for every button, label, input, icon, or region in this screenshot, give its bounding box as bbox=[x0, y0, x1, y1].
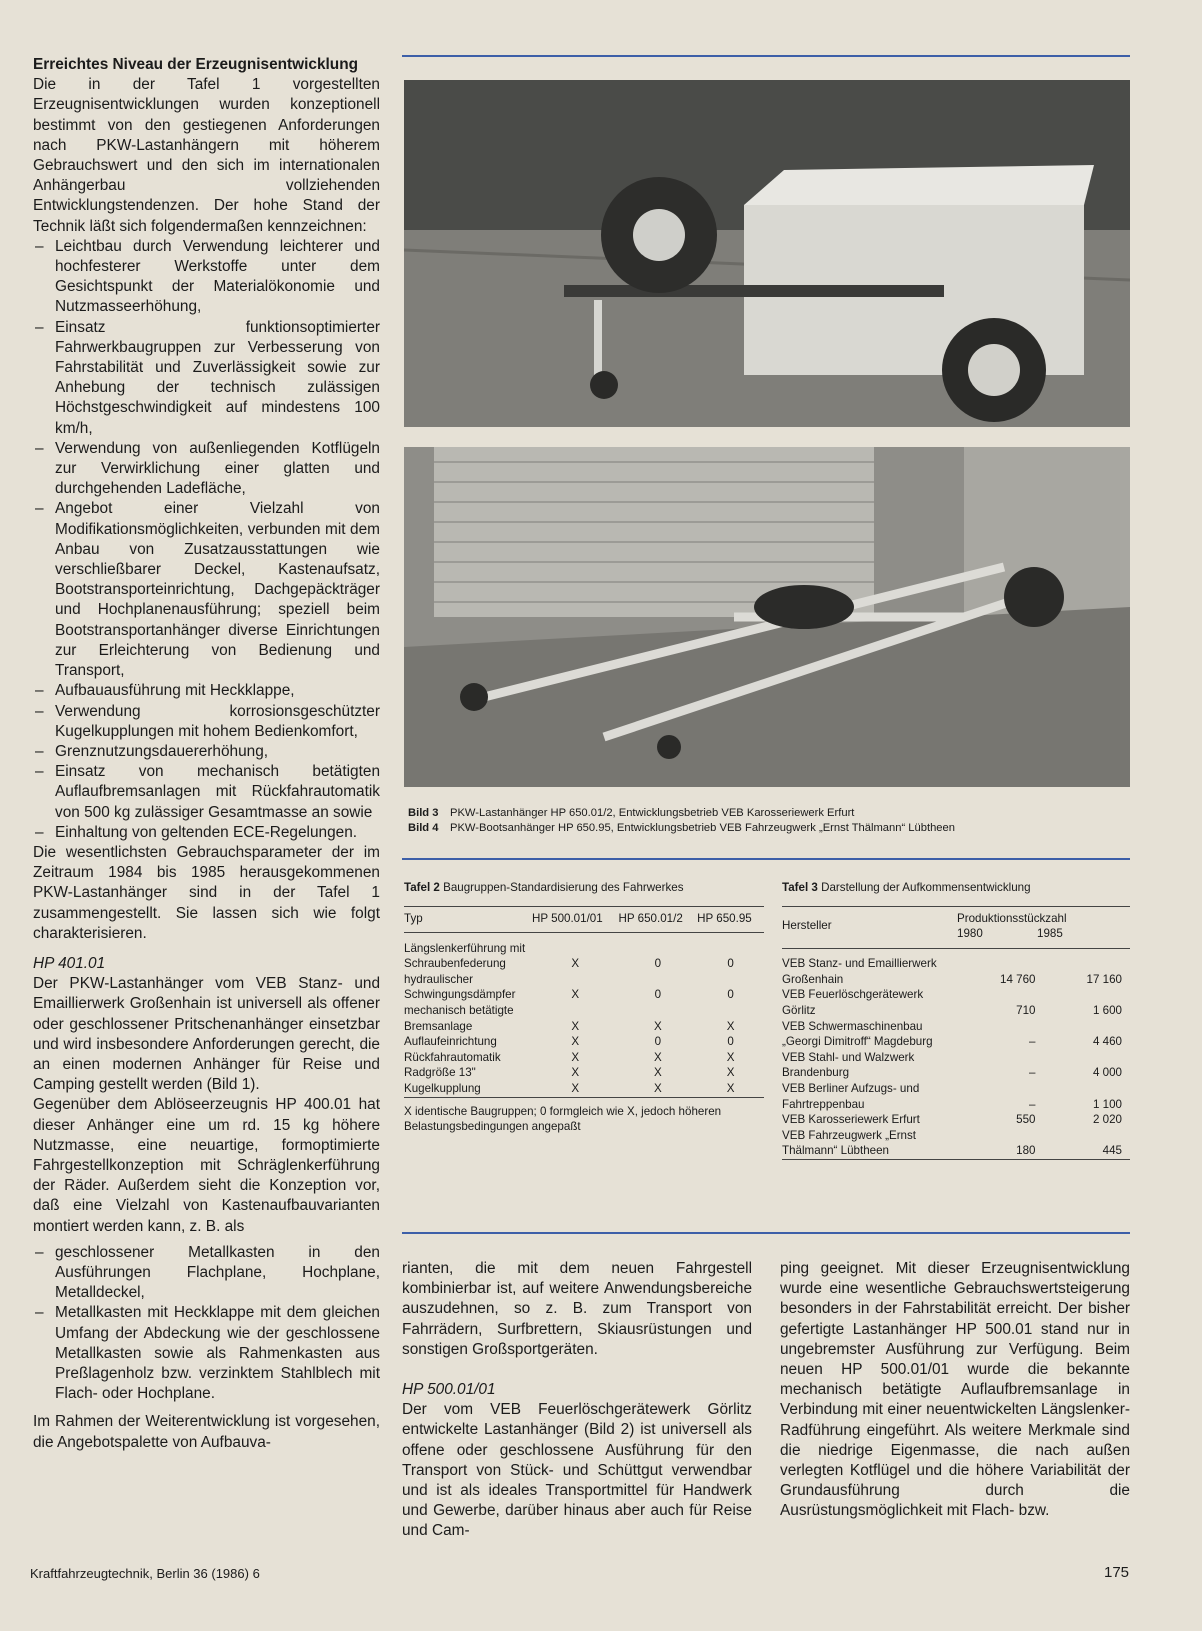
mid-paragraph-1: rianten, die mit dem neuen Fahrgestell kombinierbar ist, auf weitere Anwendungsbereiche auszudehnen, so z. B. zum Transport von Fahrrädern, Surfbrettern, Skiausrüstungen und sonstigen Großsportgeräten. bbox=[402, 1260, 752, 1358]
table-cell: 445 bbox=[1102, 1144, 1122, 1158]
caption-bild-3-text: PKW-Lastanhänger HP 650.01/2, Entwicklungsbetrieb VEB Karosseriewerk Erfurt bbox=[450, 807, 855, 819]
table-cell: X bbox=[571, 957, 580, 971]
table-cell: X bbox=[726, 1082, 735, 1096]
column-header: Typ bbox=[404, 911, 423, 925]
caption-bild-4 bbox=[408, 821, 1130, 836]
table-cell: X bbox=[571, 1050, 580, 1064]
row-label: Radgröße 13" bbox=[404, 1066, 476, 1080]
tafel-2-note: X identische Baugruppen; 0 formgleich wie X, jedoch höheren Belastungsbedingungen angepaßt bbox=[404, 1104, 722, 1134]
hp401-paragraph-3: Im Rahmen der Weiterentwicklung ist vorgesehen, die Angebotspalette von Aufbauva- bbox=[33, 1413, 380, 1451]
summary-paragraph: Die wesentlichsten Gebrauchsparameter der im Zeitraum 1984 bis 1985 herausgekommenen PKW-Lastanhänger sind in der Tafel 1 zusammengestellt. Sie lassen sich wie folgt charakterisieren. bbox=[33, 843, 380, 942]
section-heading: Erreichtes Niveau der Erzeugnisentwicklung bbox=[33, 56, 359, 73]
table-cell: 1 100 bbox=[1092, 1097, 1122, 1111]
table-cell: X bbox=[726, 1050, 735, 1064]
tafel-2 bbox=[404, 880, 764, 1135]
tafel-3-caption: Darstellung der Aufkommensentwicklung bbox=[821, 881, 1031, 894]
year-labels bbox=[957, 926, 1130, 942]
feature-item: – Aufbauausführung mit Heckklappe, bbox=[33, 681, 380, 701]
row-label: VEB Fahrzeugwerk „Ernst Thälmann“ Lübtheen bbox=[782, 1128, 917, 1158]
table-cell: 2 020 bbox=[1092, 1113, 1122, 1127]
row-label: Rückfahrautomatik bbox=[404, 1050, 501, 1064]
left-column bbox=[33, 55, 380, 1453]
table-cell: 0 bbox=[654, 988, 662, 1002]
table-cell: X bbox=[653, 1019, 662, 1033]
caption-bild-4-text: PKW-Bootsanhänger HP 650.95, Entwicklungsbetrieb VEB Fahrzeugwerk „Ernst Thälmann“ Lübtheen bbox=[450, 822, 955, 834]
table-row bbox=[782, 956, 1130, 987]
hp401-paragraph-2: Gegenüber dem Ablöseerzeugnis HP 400.01 hat dieser Anhänger eine um rd. 15 kg höhere Nutzmasse, eine neuartige, formoptimierte Fahrgestellkonzeption mit Schräglenkerführung der Räder. Außerdem sieht die Konzeption vor, daß eine Vielzahl von Kastenaufbauvarianten montiert werden kann, z. B. als bbox=[33, 1096, 380, 1235]
table-cell: X bbox=[726, 1066, 735, 1080]
tafel-2-label: Tafel 2 bbox=[404, 881, 440, 894]
table-cell: 17 160 bbox=[1086, 972, 1122, 986]
feature-item: – Angebot einer Vielzahl von Modifikationsmöglichkeiten, verbunden mit dem Anbau von Zusatzausstattungen wie verschließbarer Deckel, Kastenaufsatz, Bootstransporteinrichtung, Dachgepäckträger und Hochplanenausführung; speziell beim Bootstransportanhänger diverse Einrichtungen zur Erleichterung von Bedienung und Transport, bbox=[33, 499, 380, 681]
feature-item: – Leichtbau durch Verwendung leichterer und hochfesterer Werkstoffe unter dem Gesichtspunkt der Materialökonomie und Nutzmasseerhöhung, bbox=[33, 237, 380, 318]
row-label: VEB Karosseriewerk Erfurt bbox=[782, 1113, 920, 1127]
column-header-produktion bbox=[957, 906, 1130, 948]
lower-rule bbox=[402, 1232, 1130, 1234]
year-1985: 1985 bbox=[1037, 927, 1063, 941]
row-label: VEB Stanz- und Emaillierwerk Großenhain bbox=[782, 957, 937, 986]
subheading-hp401: HP 401.01 bbox=[33, 954, 106, 972]
row-label: Auflaufeinrichtung bbox=[404, 1035, 497, 1049]
caption-bild-3-label: Bild 3 bbox=[408, 807, 439, 819]
table-cell: X bbox=[653, 1066, 662, 1080]
table-cell: X bbox=[653, 1082, 662, 1096]
column-header: HP 500.01/01 bbox=[532, 911, 603, 925]
row-label: VEB Schwermaschinenbau „Georgi Dimitroff“ Magdeburg bbox=[782, 1019, 933, 1049]
intro-paragraph: Die in der Tafel 1 vorgestellten Erzeugnisentwicklungen wurden konzeptionell bestimmt von den gestiegenen Anforderungen nach PKW-Lastanhängern mit höherem Gebrauchswert und den sich im internationalen Anhängerbau vollziehenden Entwicklungstendenzen. Der hohe Stand der Technik läßt sich folgendermaßen kennzeichnen: bbox=[33, 76, 380, 235]
table-cell: 0 bbox=[727, 957, 734, 971]
tafel-3-header-row bbox=[782, 906, 1130, 948]
page-number: 175 bbox=[1104, 1564, 1130, 1581]
table-cell: X bbox=[571, 1082, 580, 1096]
table-row bbox=[782, 1128, 1130, 1160]
table-row bbox=[782, 1112, 1130, 1128]
produktion-label: Produktionsstückzahl bbox=[957, 911, 1067, 925]
variant-list bbox=[33, 1243, 380, 1405]
feature-item: – Grenznutzungsdauererhöhung, bbox=[33, 742, 380, 762]
row-label: hydraulischer Schwingungsdämpfer bbox=[404, 972, 516, 1002]
table-cell: X bbox=[571, 1035, 580, 1049]
trailer-photo-illustration bbox=[404, 80, 1130, 427]
table-cell: X bbox=[571, 988, 580, 1002]
feature-item: – Einsatz von mechanisch betätigten Auflaufbremsanlagen mit Rückfahrautomatik von 500 kg zulässiger Gesamtmasse an sowie bbox=[33, 762, 380, 823]
table-cell: 180 bbox=[1016, 1144, 1036, 1158]
table-cell: 550 bbox=[1016, 1113, 1036, 1127]
table-cell: 1 600 bbox=[1092, 1004, 1122, 1018]
row-label: Längslenkerführung mit Schraubenfederung bbox=[404, 941, 526, 971]
feature-item: – Einhaltung von geltenden ECE-Regelungen. bbox=[33, 823, 380, 843]
table-cell: 0 bbox=[654, 1035, 662, 1049]
year-1980: 1980 bbox=[957, 927, 983, 941]
column-header: HP 650.95 bbox=[697, 911, 752, 925]
table-row bbox=[404, 1081, 764, 1097]
table-cell: X bbox=[653, 1050, 662, 1064]
tafel-3-label: Tafel 3 bbox=[782, 881, 818, 894]
tafel-2-title bbox=[404, 880, 764, 896]
table-cell: 0 bbox=[654, 957, 662, 971]
feature-item: – Verwendung korrosionsgeschützter Kugelkupplungen mit hohem Bedienkomfort, bbox=[33, 702, 380, 742]
photo-captions bbox=[408, 806, 1130, 836]
table-row bbox=[404, 1003, 764, 1034]
footer-journal: Kraftfahrzeugtechnik, Berlin 36 (1986) 6 bbox=[30, 1566, 260, 1581]
table-cell: 4 000 bbox=[1092, 1066, 1122, 1080]
table-cell: 0 bbox=[727, 988, 734, 1002]
table-row bbox=[782, 1081, 1130, 1112]
table-row bbox=[782, 948, 1130, 956]
row-label: VEB Feuerlöschgerätewerk Görlitz bbox=[782, 988, 924, 1018]
tafel-2-caption: Baugruppen-Standardisierung des Fahrwerkes bbox=[443, 881, 684, 894]
table-cell: – bbox=[1029, 1066, 1036, 1080]
boat-trailer-photo-illustration bbox=[404, 447, 1130, 787]
middle-column bbox=[402, 1259, 752, 1542]
table-row bbox=[404, 1065, 764, 1081]
row-label: Kugelkupplung bbox=[404, 1082, 481, 1096]
hp401-paragraph-1: Der PKW-Lastanhänger vom VEB Stanz- und Emaillierwerk Großenhain ist universell als offener oder geschlossener Pritschenanhänger einsetzbar und wird insbesondere Anforderungen gerecht, die an einen modernen Anhänger für Reise und Camping gestellt werden (Bild 1). bbox=[33, 975, 380, 1094]
caption-bild-3 bbox=[408, 806, 1130, 821]
caption-bild-4-label: Bild 4 bbox=[408, 822, 439, 834]
variant-item: – Metallkasten mit Heckklappe mit dem gleichen Umfang der Abdeckung wie der geschlossene Metallkasten sowie als Rahmenkasten aus Preßlagenholz bzw. verzinktem Stahlblech mit Flach- oder Hochplane. bbox=[33, 1303, 380, 1404]
subheading-hp500: HP 500.01/01 bbox=[402, 1381, 496, 1399]
tables-top-rule bbox=[402, 858, 1130, 860]
feature-list bbox=[33, 237, 380, 843]
table-cell: X bbox=[571, 1019, 580, 1033]
table-cell: 4 460 bbox=[1092, 1035, 1122, 1049]
tafel-2-table bbox=[404, 906, 764, 1098]
table-row bbox=[782, 987, 1130, 1018]
column-header-hersteller: Hersteller bbox=[782, 919, 832, 933]
table-row bbox=[404, 972, 764, 1003]
table-cell: – bbox=[1029, 1097, 1036, 1111]
right-column bbox=[780, 1259, 1130, 1522]
table-cell: X bbox=[726, 1019, 735, 1033]
table-row bbox=[782, 1019, 1130, 1050]
table-cell: 14 760 bbox=[1000, 972, 1036, 986]
table-row bbox=[782, 1050, 1130, 1081]
photo-bild-4 bbox=[404, 447, 1130, 787]
table-row bbox=[404, 941, 764, 972]
table-cell: – bbox=[1029, 1035, 1036, 1049]
column-header: HP 650.01/2 bbox=[618, 911, 683, 925]
tafel-2-header-row bbox=[404, 906, 764, 933]
right-paragraph-1: ping geeignet. Mit dieser Erzeugnisentwicklung wurde eine wesentliche Gebrauchswertsteigerung besonders in der Fahrstabilität erreicht. Der bisher gefertigte Lastanhänger HP 500.01 stand nur in ungebremster Ausführung zur Verfügung. Beim neuen HP 500.01/01 wurde die bekannte mechanisch betätigte Auflaufbremsanlage in Verbindung mit einer neuentwickelten Längslenker-Radführung eingeführt. Als weitere Merkmale sind die niedrige Eigenmasse, die nach außen verlegten Kotflügel und die höhere Variabilität der Grundausführung durch die Ausrüstungsmöglichkeit mit Flach- bzw. bbox=[780, 1260, 1130, 1520]
table-row bbox=[404, 933, 764, 941]
top-rule bbox=[402, 55, 1130, 57]
variant-item: – geschlossener Metallkasten in den Ausführungen Flachplane, Hochplane, Metalldeckel, bbox=[33, 1243, 380, 1304]
row-label: VEB Stahl- und Walzwerk Brandenburg bbox=[782, 1050, 915, 1080]
mid-paragraph-2: Der vom VEB Feuerlöschgerätewerk Görlitz entwickelte Lastanhänger (Bild 2) ist universell als offene oder geschlossene Ausführung für den Transport von Stück- und Schüttgut verwendbar und ist als ideales Transportmittel für Handwerk und Gewerbe, darüber hinaus aber auch für Reise und Cam- bbox=[402, 1401, 752, 1540]
row-label: mechanisch betätigte Bremsanlage bbox=[404, 1004, 514, 1033]
feature-item: – Verwendung von außenliegenden Kotflügeln zur Verwirklichung einer glatten und durchgehenden Ladefläche, bbox=[33, 439, 380, 500]
feature-item: – Einsatz funktionsoptimierter Fahrwerkbaugruppen zur Verbesserung von Fahrstabilität und Zuverlässigkeit sowie zur Anhebung der technisch zulässigen Höchstgeschwindigkeit auf mindestens 100 km/h, bbox=[33, 318, 380, 439]
row-label: VEB Berliner Aufzugs- und Fahrtreppenbau bbox=[782, 1082, 920, 1111]
tafel-3 bbox=[782, 880, 1130, 1160]
tafel-3-title bbox=[782, 880, 1130, 896]
table-cell: 0 bbox=[727, 1035, 734, 1049]
table-row bbox=[404, 1050, 764, 1066]
tafel-3-table bbox=[782, 906, 1130, 1160]
photo-bild-3 bbox=[404, 80, 1130, 427]
table-cell: X bbox=[571, 1066, 580, 1080]
table-row bbox=[404, 1034, 764, 1050]
table-cell: 710 bbox=[1016, 1004, 1036, 1018]
